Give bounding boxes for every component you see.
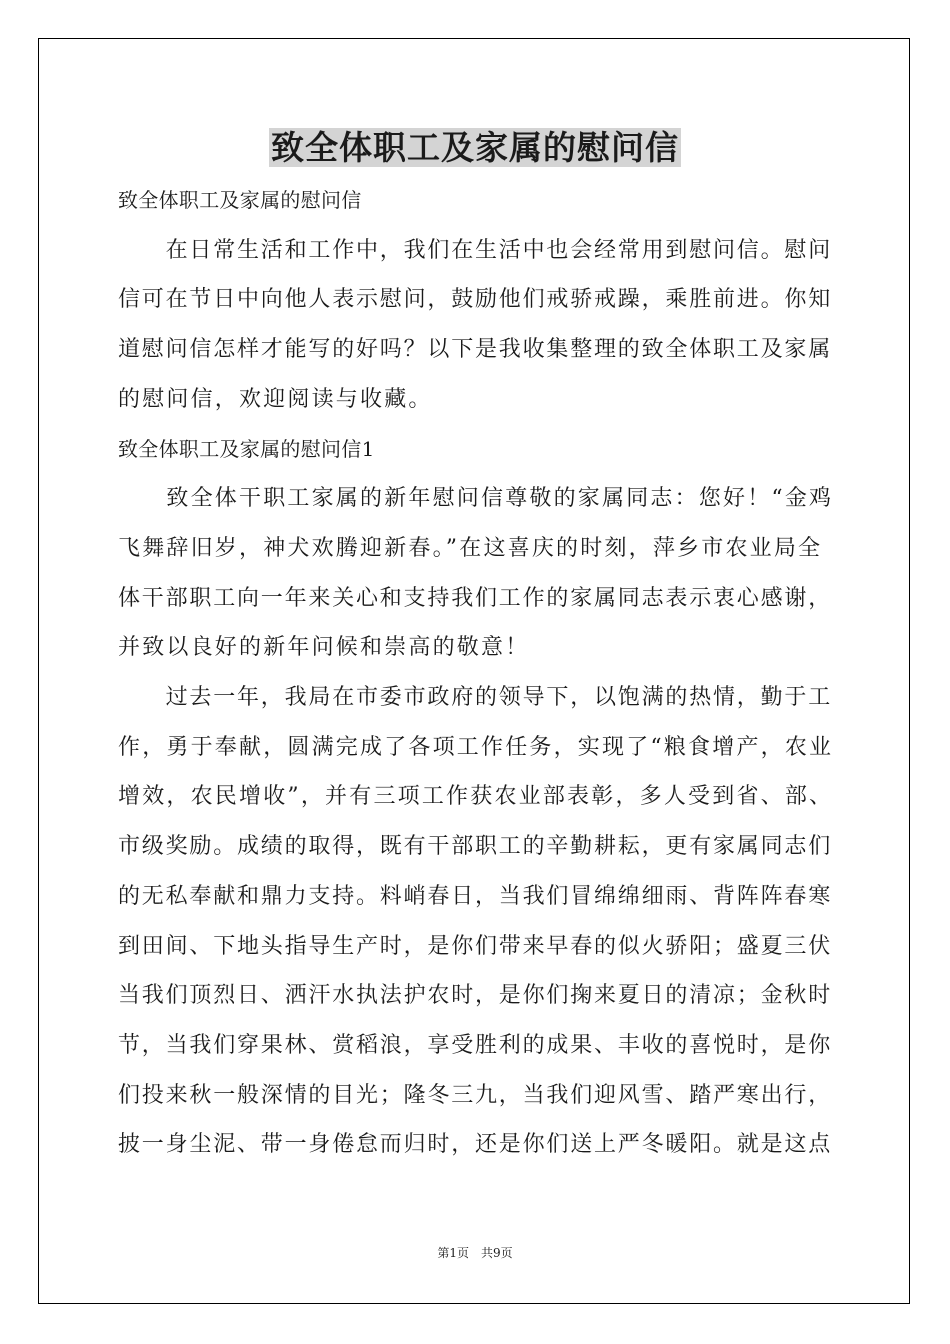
body-line: 道慰问信怎样才能写的好吗？以下是我收集整理的致全体职工及家属 <box>118 337 833 363</box>
body-line: 们投来秋一般深情的目光；隆冬三九，当我们迎风雪、踏严寒出行， <box>118 1082 833 1108</box>
body-line: 信可在节日中向他人表示慰问，鼓励他们戒骄戒躁，乘胜前进。你知 <box>118 287 833 313</box>
body-line: 到田间、下地头指导生产时，是你们带来早春的似火骄阳；盛夏三伏 <box>118 933 833 959</box>
body-line: 致全体职工及家属的慰问信 <box>118 188 362 212</box>
page-footer <box>0 1245 950 1261</box>
body-line: 披一身尘泥、带一身倦怠而归时，还是你们送上严冬暖阳。就是这点 <box>118 1132 833 1158</box>
document-title-text: 致全体职工及家属的慰问信 <box>271 128 679 167</box>
body-line: 飞舞辞旧岁，神犬欢腾迎新春。”在这喜庆的时刻，萍乡市农业局全 <box>118 535 823 561</box>
section-heading: 致全体职工及家属的慰问信1 <box>118 436 375 461</box>
body-line: 致全体干职工家属的新年慰问信尊敬的家属同志：您好！“金鸡 <box>118 486 834 512</box>
document-body <box>118 176 834 1170</box>
page-number-label: 第1页 共9页 <box>437 1246 513 1260</box>
body-line: 并致以良好的新年问候和崇高的敬意！ <box>118 635 530 661</box>
body-line: 当我们顶烈日、洒汗水执法护农时，是你们掬来夏日的清凉；金秋时 <box>118 983 833 1009</box>
body-line: 作，勇于奉献，圆满完成了各项工作任务，实现了“粮食增产，农业 <box>118 734 834 760</box>
body-line: 节，当我们穿果林、赏稻浪，享受胜利的成果、丰收的喜悦时，是你 <box>118 1032 833 1058</box>
body-line: 市级奖励。成绩的取得，既有干部职工的辛勤耕耘，更有家属同志们 <box>118 834 833 860</box>
body-line: 的无私奉献和鼎力支持。料峭春日，当我们冒绵绵细雨、背阵阵春寒 <box>118 883 833 909</box>
body-line: 增效，农民增收”，并有三项工作获农业部表彰，多人受到省、部、 <box>118 784 834 810</box>
body-line: 过去一年，我局在市委市政府的领导下，以饱满的热情，勤于工 <box>118 685 833 711</box>
body-line: 在日常生活和工作中，我们在生活中也会经常用到慰问信。慰问 <box>118 237 833 263</box>
body-line: 体干部职工向一年来关心和支持我们工作的家属同志表示衷心感谢， <box>118 585 833 611</box>
document-title <box>0 124 950 172</box>
body-line: 的慰问信，欢迎阅读与收藏。 <box>118 386 433 412</box>
